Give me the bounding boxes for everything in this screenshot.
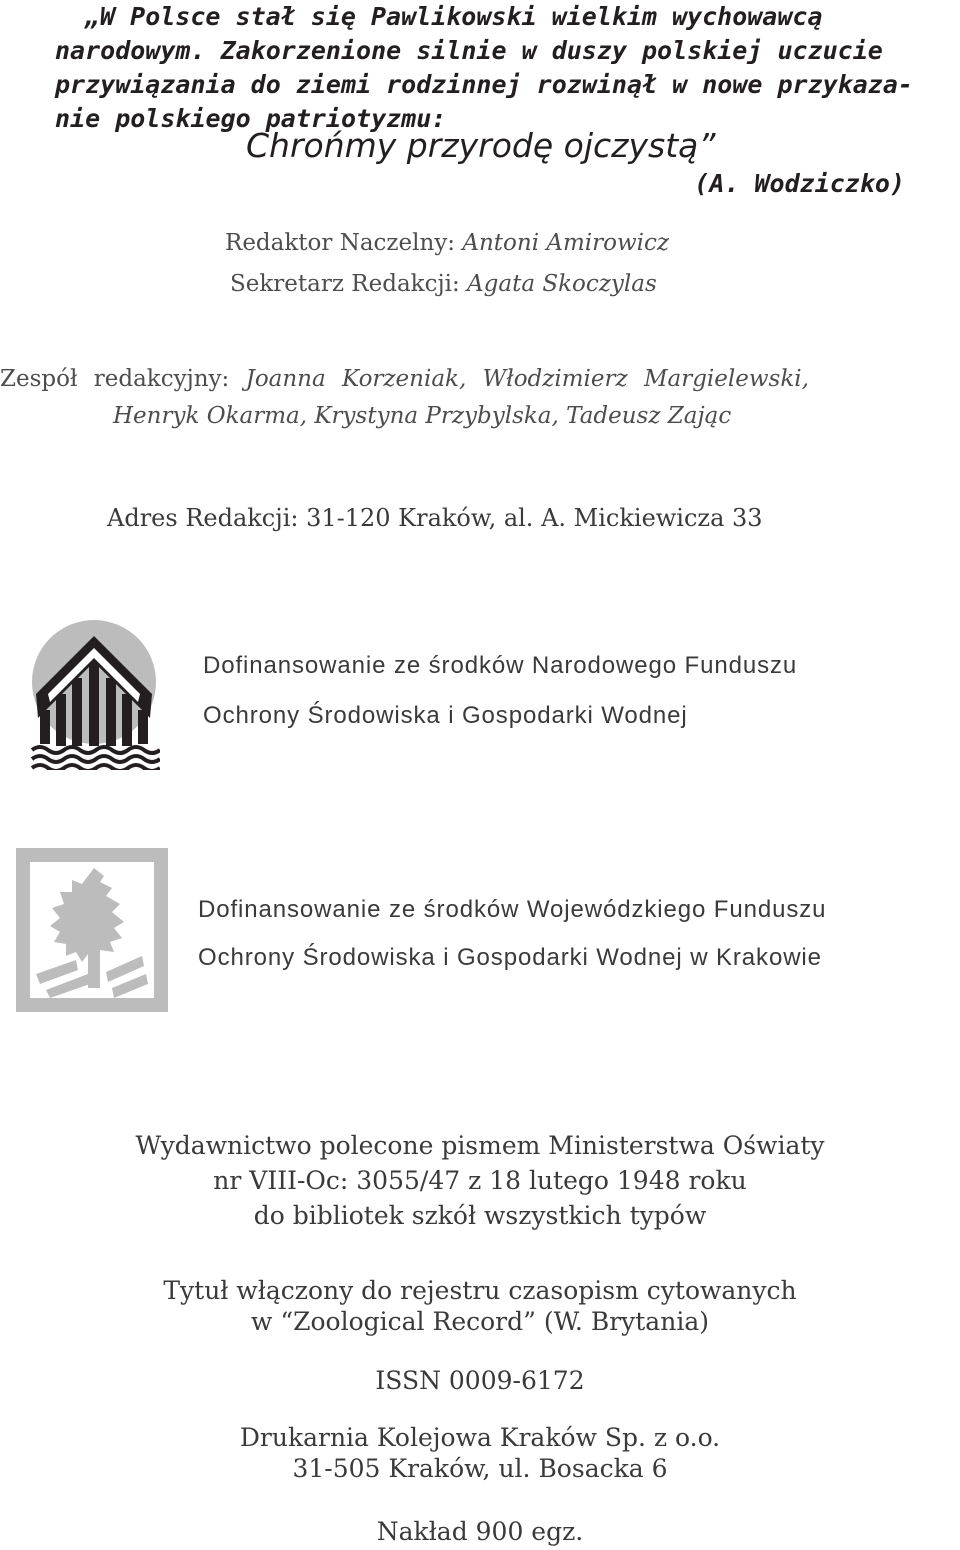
chief-editor-label: Redaktor Naczelny: bbox=[225, 230, 456, 256]
quote-line: narodowym. Zakorzenione silnie w duszy polskiej uczucie bbox=[55, 36, 883, 65]
quote-line: nie polskiego patriotyzmu: bbox=[55, 104, 447, 133]
wfosigw-logo bbox=[16, 848, 168, 1012]
secretary-label: Sekretarz Redakcji: bbox=[230, 271, 460, 297]
registry-line-1: Tytuł włączony do rejestru czasopism cytowanych bbox=[163, 1276, 797, 1305]
recommendation-line-2: nr VIII-Oc: 3055/47 z 18 lutego 1948 roku bbox=[213, 1166, 747, 1195]
chief-editor-name: Antoni Amirowicz bbox=[462, 230, 670, 256]
print-run: Nakład 900 egz. bbox=[376, 1517, 584, 1546]
quote-author: (A. Wodziczko) bbox=[694, 169, 905, 198]
team-label: Zespół redakcyjny: bbox=[0, 366, 230, 392]
recommendation-line-1: Wydawnictwo polecone pismem Ministerstwa Oświaty bbox=[135, 1131, 825, 1160]
registry-line-2: w “Zoological Record” (W. Brytania) bbox=[251, 1307, 709, 1336]
quote-line: przywiązania do ziemi rodzinnej rozwinął w nowe przykaza- bbox=[55, 70, 913, 99]
chief-editor-line bbox=[225, 230, 669, 256]
recommendation-line-3: do bibliotek szkół wszystkich typów bbox=[253, 1201, 707, 1230]
issn: ISSN 0009-6172 bbox=[375, 1366, 585, 1395]
quote-line: „W Polsce stał się Pawlikowski wielkim wychowawcą bbox=[85, 2, 823, 31]
nfosigw-logo bbox=[28, 618, 160, 770]
team-names-1: Joanna Korzeniak, Włodzimierz Margielewski, bbox=[245, 366, 809, 392]
secretary-line bbox=[230, 271, 657, 297]
secretary-name: Agata Skoczylas bbox=[467, 271, 657, 297]
printer-line-2: 31-505 Kraków, ul. Bosacka 6 bbox=[292, 1454, 668, 1483]
national-fund-line-1: Dofinansowanie ze środków Narodowego Funduszu bbox=[203, 652, 798, 679]
regional-fund-line-1: Dofinansowanie ze środków Wojewódzkiego Funduszu bbox=[198, 896, 827, 923]
printer-line-1: Drukarnia Kolejowa Kraków Sp. z o.o. bbox=[239, 1423, 721, 1452]
motto: Chrońmy przyrodę ojczystą” bbox=[246, 126, 716, 165]
team-names-2: Henryk Okarma, Krystyna Przybylska, Tadeusz Zając bbox=[113, 403, 732, 429]
epigraph-quote bbox=[55, 0, 913, 136]
national-fund-line-2: Ochrony Środowiska i Gospodarki Wodnej bbox=[203, 702, 688, 729]
regional-fund-line-2: Ochrony Środowiska i Gospodarki Wodnej w Krakowie bbox=[198, 944, 822, 971]
editorial-address: Adres Redakcji: 31-120 Kraków, al. A. Mickiewicza 33 bbox=[107, 504, 763, 532]
team-line-1 bbox=[0, 366, 955, 392]
